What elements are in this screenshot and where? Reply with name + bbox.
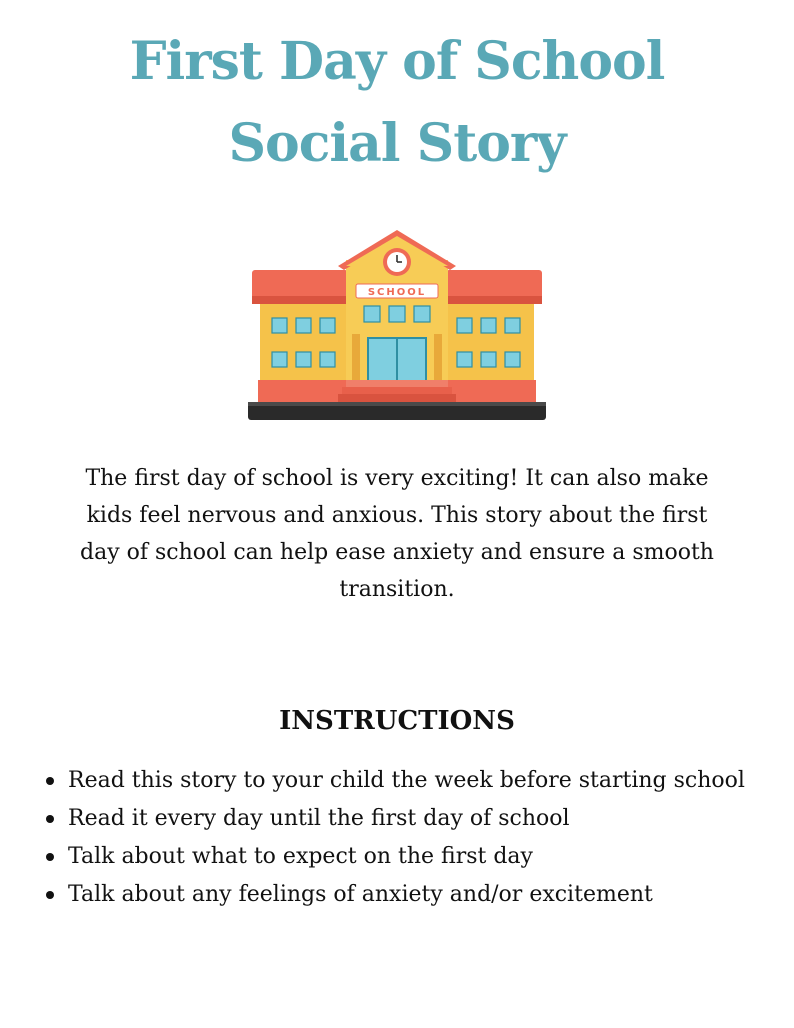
school-building-icon — [246, 226, 548, 422]
page-title-line-2: Social Story — [228, 113, 566, 174]
instructions-heading: INSTRUCTIONS — [279, 706, 515, 736]
school-sign-text: SCHOOL — [367, 287, 427, 298]
list-item: Read this story to your child the week before starting school — [68, 762, 748, 800]
page-title-line-1: First Day of School — [129, 31, 665, 92]
list-item: Talk about what to expect on the first day — [68, 838, 748, 876]
list-item: Talk about any feelings of anxiety and/or excitement — [68, 876, 748, 914]
list-item: Read it every day until the first day of school — [68, 800, 748, 838]
intro-paragraph: The first day of school is very exciting! It can also make kids feel nervous and anxious. This story about the first day of school can help ease anxiety and ensure a smooth transition. — [80, 466, 714, 602]
instructions-list — [68, 762, 748, 914]
